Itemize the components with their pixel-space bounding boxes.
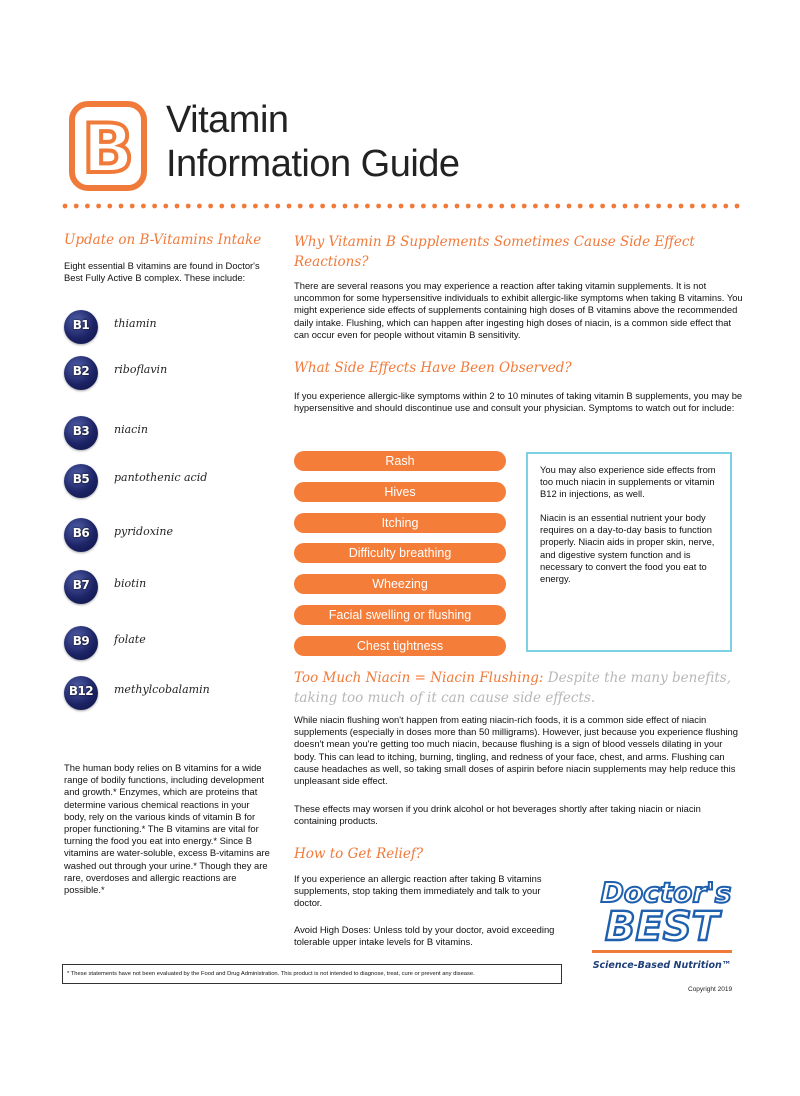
page-title-line1: Vitamin — [166, 99, 289, 141]
divider-dot — [63, 204, 68, 209]
divider-dot — [432, 204, 437, 209]
brand-line2: BEST — [605, 904, 719, 950]
divider-dot — [712, 204, 717, 209]
vitamin-badge: B5 — [64, 464, 98, 498]
effects-heading: What Side Effects Have Been Observed? — [294, 360, 572, 376]
divider-dot — [152, 204, 157, 209]
divider-dot — [354, 204, 359, 209]
divider-dot — [611, 204, 616, 209]
divider-dot — [253, 204, 258, 209]
divider-dot — [242, 204, 247, 209]
divider-dot — [455, 204, 460, 209]
divider-dot — [175, 204, 180, 209]
vitamin-item-b2 — [64, 356, 284, 392]
info-box-text-1: You may also experience side effects from too much niacin in supplements or vitamin B12 in injections, as well. — [540, 464, 716, 500]
divider-dot — [399, 204, 404, 209]
worsen-text: These effects may worsen if you drink alcohol or hot beverages shortly after taking niacin or niacin containing products. — [294, 803, 701, 827]
brand-tagline: Science-Based Nutrition™ — [592, 960, 732, 971]
divider-dot — [74, 204, 79, 209]
divider-dot — [219, 204, 224, 209]
vitamin-item-b1 — [64, 310, 284, 346]
niacin-heading — [294, 668, 744, 708]
niacin-body-text: While niacin flushing won't happen from eating niacin-rich foods, it is a common side effect of niacin supplements (especially in doses more than 50 milligrams). However, just because you experience flushing doesn't mean you're getting too much niacin, because flushing is a sign of blood vessels dilating in your body. This can lead to itching, burning, tingling, and redness of your face, chest, and arms. Flushing can cause headaches as well, so taking small doses of aspirin before niacin supplements may help reduce this unpleasant side effect. — [294, 714, 738, 787]
vitamin-item-b6 — [64, 518, 284, 554]
relief-text: If you experience an allergic reaction after taking B vitamins supplements, stop taking them immediately and talk to your doctor. — [294, 873, 542, 909]
divider-dot — [376, 204, 381, 209]
divider-dot — [107, 204, 112, 209]
vitamin-item-b7 — [64, 570, 284, 606]
symptom-pill: Difficulty breathing — [294, 543, 506, 563]
vitamin-name: thiamin — [114, 317, 157, 330]
divider-dot — [499, 204, 504, 209]
divider-dot — [477, 204, 482, 209]
niacin-info-box — [526, 452, 732, 652]
doctors-best-logo — [588, 872, 738, 972]
b-vitamin-body-text: The human body relies on B vitamins for a wide range of bodily functions, including development and growth.* Enzymes, which are proteins that determine various chemical reactions in your body, rely on the various kinds of vitamin B for proper functioning.* The B vitamins are vital for turning the food you eat into energy.* Since B vitamins are water-soluble, excess B-vitamins are washed out through your urine.* Though they are rare, overdoses and allergic reactions are possible.* — [64, 762, 270, 896]
vitamin-badge: B6 — [64, 518, 98, 552]
divider-dot — [443, 204, 448, 209]
divider-dot — [735, 204, 740, 209]
divider-dot — [365, 204, 370, 209]
divider-dot — [186, 204, 191, 209]
vitamin-name: biotin — [114, 577, 147, 590]
divider-dot — [623, 204, 628, 209]
divider-dot — [141, 204, 146, 209]
symptom-pill: Hives — [294, 482, 506, 502]
intro-text: Eight essential B vitamins are found in Doctor's Best Fully Active B complex. These include: — [64, 260, 260, 284]
effects-intro-text: If you experience allergic-like symptoms within 2 to 10 minutes of taking vitamin B supplements, you may be hypersensitive and should discontinue use and consult your physician. Symptoms to watch out for include: — [294, 390, 743, 414]
divider-dot — [511, 204, 516, 209]
copyright-text: Copyright 2019 — [688, 986, 733, 993]
symptom-pill: Itching — [294, 513, 506, 533]
info-box-text-2: Niacin is an essential nutrient your body requires on a day-to-day basis to function properly. Niacin aids in proper skin, nerve, and digestive system function and is necessary to convert the food you eat to energy. — [540, 512, 715, 585]
high-doses-text: Avoid High Doses: Unless told by your doctor, avoid exceeding tolerable upper intake levels for B vitamins. — [294, 924, 555, 948]
vitamin-name: riboflavin — [114, 363, 168, 376]
symptom-pill: Facial swelling or flushing — [294, 605, 506, 625]
divider-dot — [488, 204, 493, 209]
vitamin-item-b3 — [64, 416, 284, 452]
divider-dot — [275, 204, 280, 209]
vitamin-name: pantothenic acid — [114, 471, 208, 484]
why-heading: Why Vitamin B Supplements Sometimes Cause Side Effect Reactions? — [294, 234, 695, 270]
divider-dot — [85, 204, 90, 209]
divider-dot — [96, 204, 101, 209]
niacin-heading-sub: Despite the many benefits, taking too much of it can cause side effects. — [294, 670, 731, 706]
divider-dot — [208, 204, 213, 209]
divider-dot — [320, 204, 325, 209]
reasons-text: There are several reasons you may experience a reaction after taking vitamin supplements. It is not uncommon for some hypersensitive individuals to exhibit allergic-like symptoms when taking B vitamins. You might experience side effects of supplements containing high doses of B vitamins above the recommended daily intake. Flushing, which can happen after ingesting high doses of niacin, is a common side effect that can occur even for people without vitamin B sensitivity. — [294, 280, 743, 340]
divider-dot — [287, 204, 292, 209]
divider-dot — [522, 204, 527, 209]
divider-dot — [119, 204, 124, 209]
divider-dot — [343, 204, 348, 209]
vitamin-item-b5 — [64, 464, 284, 500]
divider-dot — [701, 204, 706, 209]
divider-dot — [578, 204, 583, 209]
divider-dot — [544, 204, 549, 209]
left-heading: Update on B-Vitamins Intake — [64, 232, 262, 248]
divider-dot — [567, 204, 572, 209]
symptom-pill: Rash — [294, 451, 506, 471]
fda-disclaimer: * These statements have not been evaluated by the Food and Drug Administration. This product is not intended to diagnose, treat, cure or prevent any disease. — [62, 964, 562, 984]
divider-dot — [264, 204, 269, 209]
page-title-line2: Information Guide — [166, 143, 460, 185]
divider-dot — [197, 204, 202, 209]
relief-heading: How to Get Relief? — [294, 846, 424, 862]
vitamin-name: folate — [114, 633, 146, 646]
divider-dot — [533, 204, 538, 209]
divider-dot — [466, 204, 471, 209]
divider-dot — [723, 204, 728, 209]
vitamin-name: pyridoxine — [114, 525, 174, 538]
dotted-divider — [62, 202, 742, 210]
divider-dot — [331, 204, 336, 209]
divider-dot — [163, 204, 168, 209]
brand-line1: Doctor's — [600, 876, 732, 909]
vitamin-name: methylcobalamin — [114, 683, 210, 696]
divider-dot — [555, 204, 560, 209]
divider-dot — [421, 204, 426, 209]
divider-dot — [231, 204, 236, 209]
logo-letter: B — [82, 110, 134, 189]
vitamin-badge: B2 — [64, 356, 98, 390]
vitamin-item-b9 — [64, 626, 284, 662]
vitamin-badge: B3 — [64, 416, 98, 450]
vitamin-item-b12 — [64, 676, 284, 712]
divider-dot — [589, 204, 594, 209]
vitamin-badge: B7 — [64, 570, 98, 604]
divider-dot — [298, 204, 303, 209]
divider-dot — [667, 204, 672, 209]
vitamin-badge: B1 — [64, 310, 98, 344]
niacin-heading-main: Too Much Niacin = Niacin Flushing: — [294, 670, 544, 686]
divider-dot — [656, 204, 661, 209]
divider-dot — [309, 204, 314, 209]
divider-dot — [600, 204, 605, 209]
divider-dot — [387, 204, 392, 209]
vitamin-badge: B9 — [64, 626, 98, 660]
divider-dot — [634, 204, 639, 209]
vitamin-name: niacin — [114, 423, 148, 436]
divider-dot — [645, 204, 650, 209]
b-logo-icon — [68, 100, 148, 192]
symptom-pill: Chest tightness — [294, 636, 506, 656]
vitamin-badge: B12 — [64, 676, 98, 710]
symptom-pill: Wheezing — [294, 574, 506, 594]
divider-dot — [130, 204, 135, 209]
divider-dot — [410, 204, 415, 209]
divider-dot — [679, 204, 684, 209]
divider-dot — [690, 204, 695, 209]
